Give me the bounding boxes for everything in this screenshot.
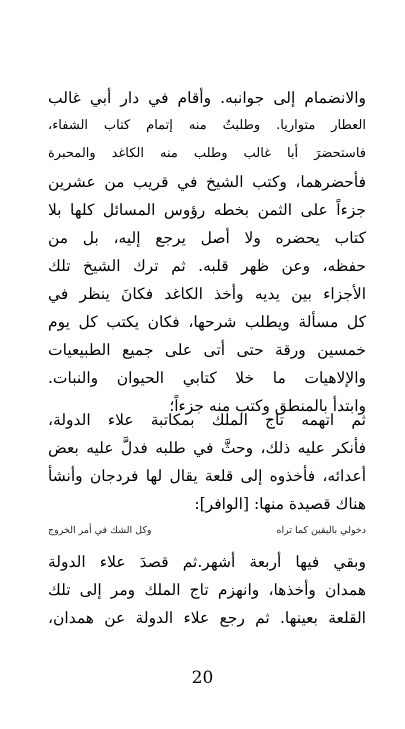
page-number: 20 [191,668,214,688]
text-line: وبقي فيها أربعة أشهر.ثم قصدَ علاء الدولة [48,553,366,571]
text-line: وابتدأ بالمنطق وكتب منه جزءاً؛ [169,397,366,415]
text-line: فأحضرهما، وكتب الشيخ في قريب من عشرين [48,173,366,191]
paragraph-1 [48,84,366,420]
text-line: جزءاً على الثمن بخطه رؤوس المسائل كلها بلا [48,201,366,219]
verse-hemistich-1: دخولي باليقين كما تراه [276,525,366,536]
text-line: همدان وأخذها، وانهزم تاج الملك ومر إلى تلك [48,581,366,599]
text-line: فاستحضرَ أبا غالب وطلب منه الكاغد والمحبرة [48,146,366,161]
text-line: خمسين ورقة حتى أتى على جميع الطبيعيات [48,341,366,359]
paragraph-2 [48,406,366,518]
text-line: حفظه، وعن ظهر قلبه. ثم ترك الشيخ تلك [48,257,366,275]
text-line: العطار متواريا. وطلبتُ منه إتمام كتاب الشفاء، [48,118,366,133]
text-line: والانضمام إلى جوانبه. وأقام في دار أبي غالب [48,89,366,107]
text-line: ثم اتهمه تاج الملك بمكاتبة علاء الدولة، [48,411,366,429]
text-line: أعدائه، فأخذوه إلى قلعة يقال لها فردجان وأنشأ [48,467,366,485]
text-line: والإلاهيات ما خلا كتابي الحيوان والنبات. [48,369,366,387]
text-line: كتاب يحضره ولا أصل يرجع إليه، بل من [48,229,366,247]
paragraph-3 [48,548,366,632]
text-line: هناك قصيدة منها: [الوافر]: [194,495,366,513]
poem-verse [48,520,366,542]
text-line: فأنكر عليه ذلك، وحثَّ في طلبه فدلَّ عليه بعض [48,439,366,457]
text-line: القلعة بعينها. ثم رجع علاء الدولة عن همدان، [48,609,366,627]
text-line: كل مسألة ويطلب شرحها، فكان يكتب كل يوم [48,313,366,331]
verse-hemistich-2: وكل الشك في أمر الخروج [48,525,152,536]
text-line: الأجزاء بين يديه وأخذ الكاغد فكانَ ينظر في [48,285,366,303]
